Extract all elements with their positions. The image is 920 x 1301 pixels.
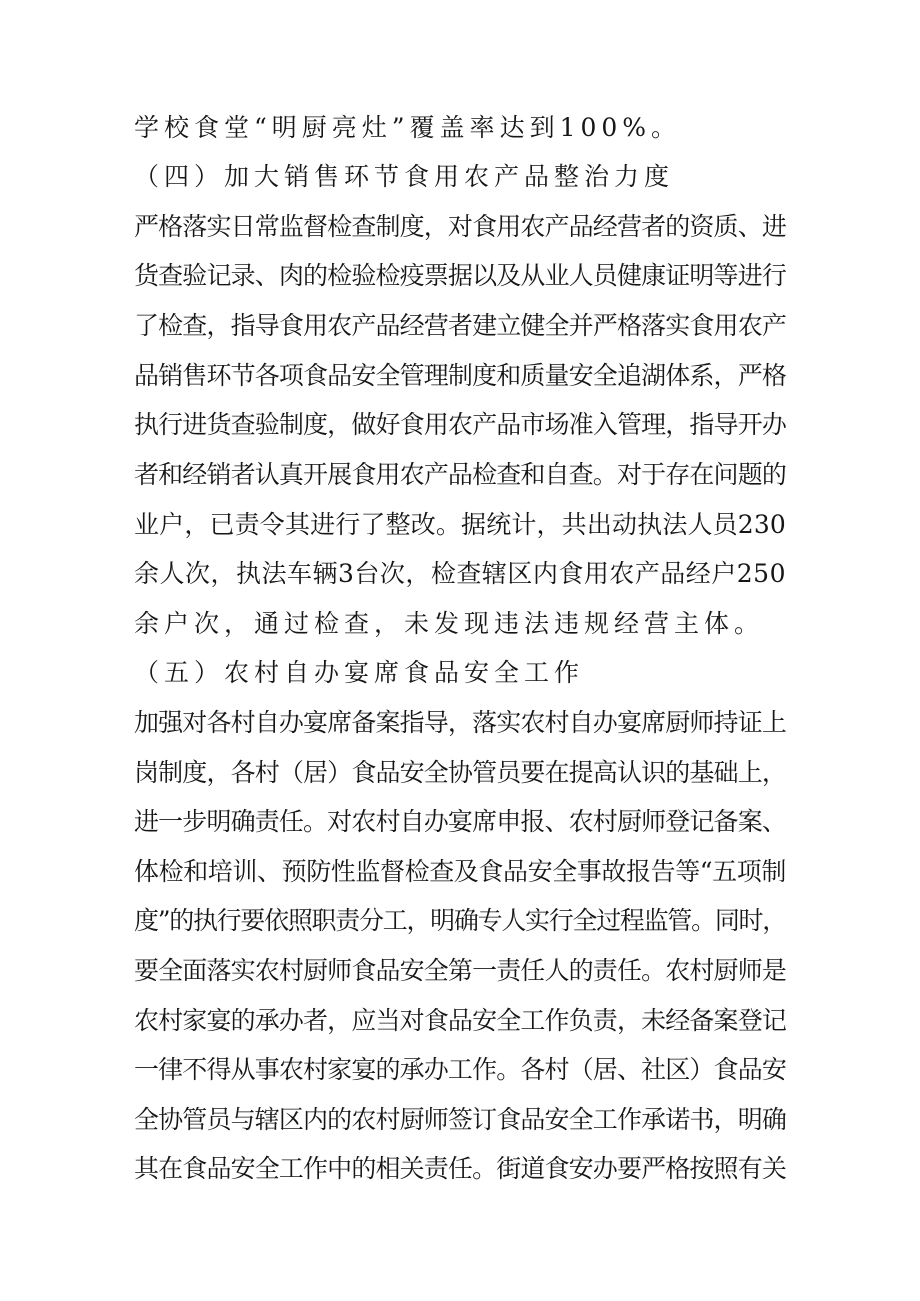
text-line: [0, 951, 920, 991]
text-line: [0, 306, 920, 346]
text-line: [0, 852, 920, 892]
section-heading: [0, 157, 920, 197]
text-line: [0, 1050, 920, 1090]
text-line-content: 要全面落实农村厨师食品安全第一责任人的责任。农村厨师是: [134, 956, 786, 985]
text-line: [0, 505, 920, 545]
text-line: [0, 108, 920, 148]
text-line: [0, 207, 920, 247]
text-line: [0, 901, 920, 941]
text-line-content: 农村家宴的承办者，应当对食品安全工作负责，未经备案登记: [134, 1006, 786, 1035]
text-line: [0, 405, 920, 445]
section-heading-text: （五）农村自办宴席食品安全工作: [134, 658, 585, 687]
text-line: [0, 802, 920, 842]
text-line: [0, 703, 920, 743]
text-line: [0, 1149, 920, 1189]
section-heading-text: （四）加大销售环节食用农产品整治力度: [134, 162, 675, 191]
text-line-content: 加强对各村自办宴席备案指导，落实农村自办宴席厨师持证上: [134, 708, 786, 737]
text-line: [0, 256, 920, 296]
text-line: [0, 554, 920, 594]
section-heading: [0, 653, 920, 693]
text-line-content: 岗制度，各村（居）食品安全协管员要在提高认识的基础上，: [134, 758, 786, 787]
text-line-content: 货查验记录、肉的检验检疫票据以及从业人员健康证明等进行: [134, 261, 786, 290]
text-line-content: 执行进货查验制度，做好食用农产品市场准入管理，指导开办: [134, 410, 786, 439]
text-line-content: 体检和培训、预防性监督检查及食品安全事故报告等“五项制: [134, 857, 786, 886]
text-line: [0, 1100, 920, 1140]
text-line-content: 度”的执行要依照职责分工，明确专人实行全过程监管。同时，: [134, 906, 786, 935]
text-line: [0, 604, 920, 644]
text-line-content: 余人次，执法车辆3台次，检查辖区内食用农产品经户250: [134, 559, 786, 588]
text-line-content: 严格落实日常监督检查制度，对食用农产品经营者的资质、进: [134, 212, 786, 241]
text-line: [0, 753, 920, 793]
text-line-content: 学校食堂“明厨亮灶”覆盖率达到100%。: [134, 113, 682, 142]
text-line-content: 了检查，指导食用农产品经营者建立健全并严格落实食用农产: [134, 311, 786, 340]
text-line-content: 其在食品安全工作中的相关责任。街道食安办要严格按照有关: [134, 1154, 786, 1183]
text-line-content: 品销售环节各项食品安全管理制度和质量安全追湖体系，严格: [134, 361, 786, 390]
text-line: [0, 1001, 920, 1041]
text-line-content: 业户，已责令其进行了整改。据统计，共出动执法人员230: [134, 510, 786, 539]
text-line: [0, 356, 920, 396]
text-line-content: 余户次，通过检查，未发现违法违规经营主体。: [134, 609, 765, 638]
text-line-content: 全协管员与辖区内的农村厨师签订食品安全工作承诺书，明确: [134, 1105, 786, 1134]
text-line: [0, 455, 920, 495]
text-line-content: 进一步明确责任。对农村自办宴席申报、农村厨师登记备案、: [134, 807, 786, 836]
text-line-content: 一律不得从事农村家宴的承办工作。各村（居、社区）食品安: [134, 1055, 786, 1084]
text-line-content: 者和经销者认真开展食用农产品检查和自查。对于存在问题的: [134, 460, 786, 489]
